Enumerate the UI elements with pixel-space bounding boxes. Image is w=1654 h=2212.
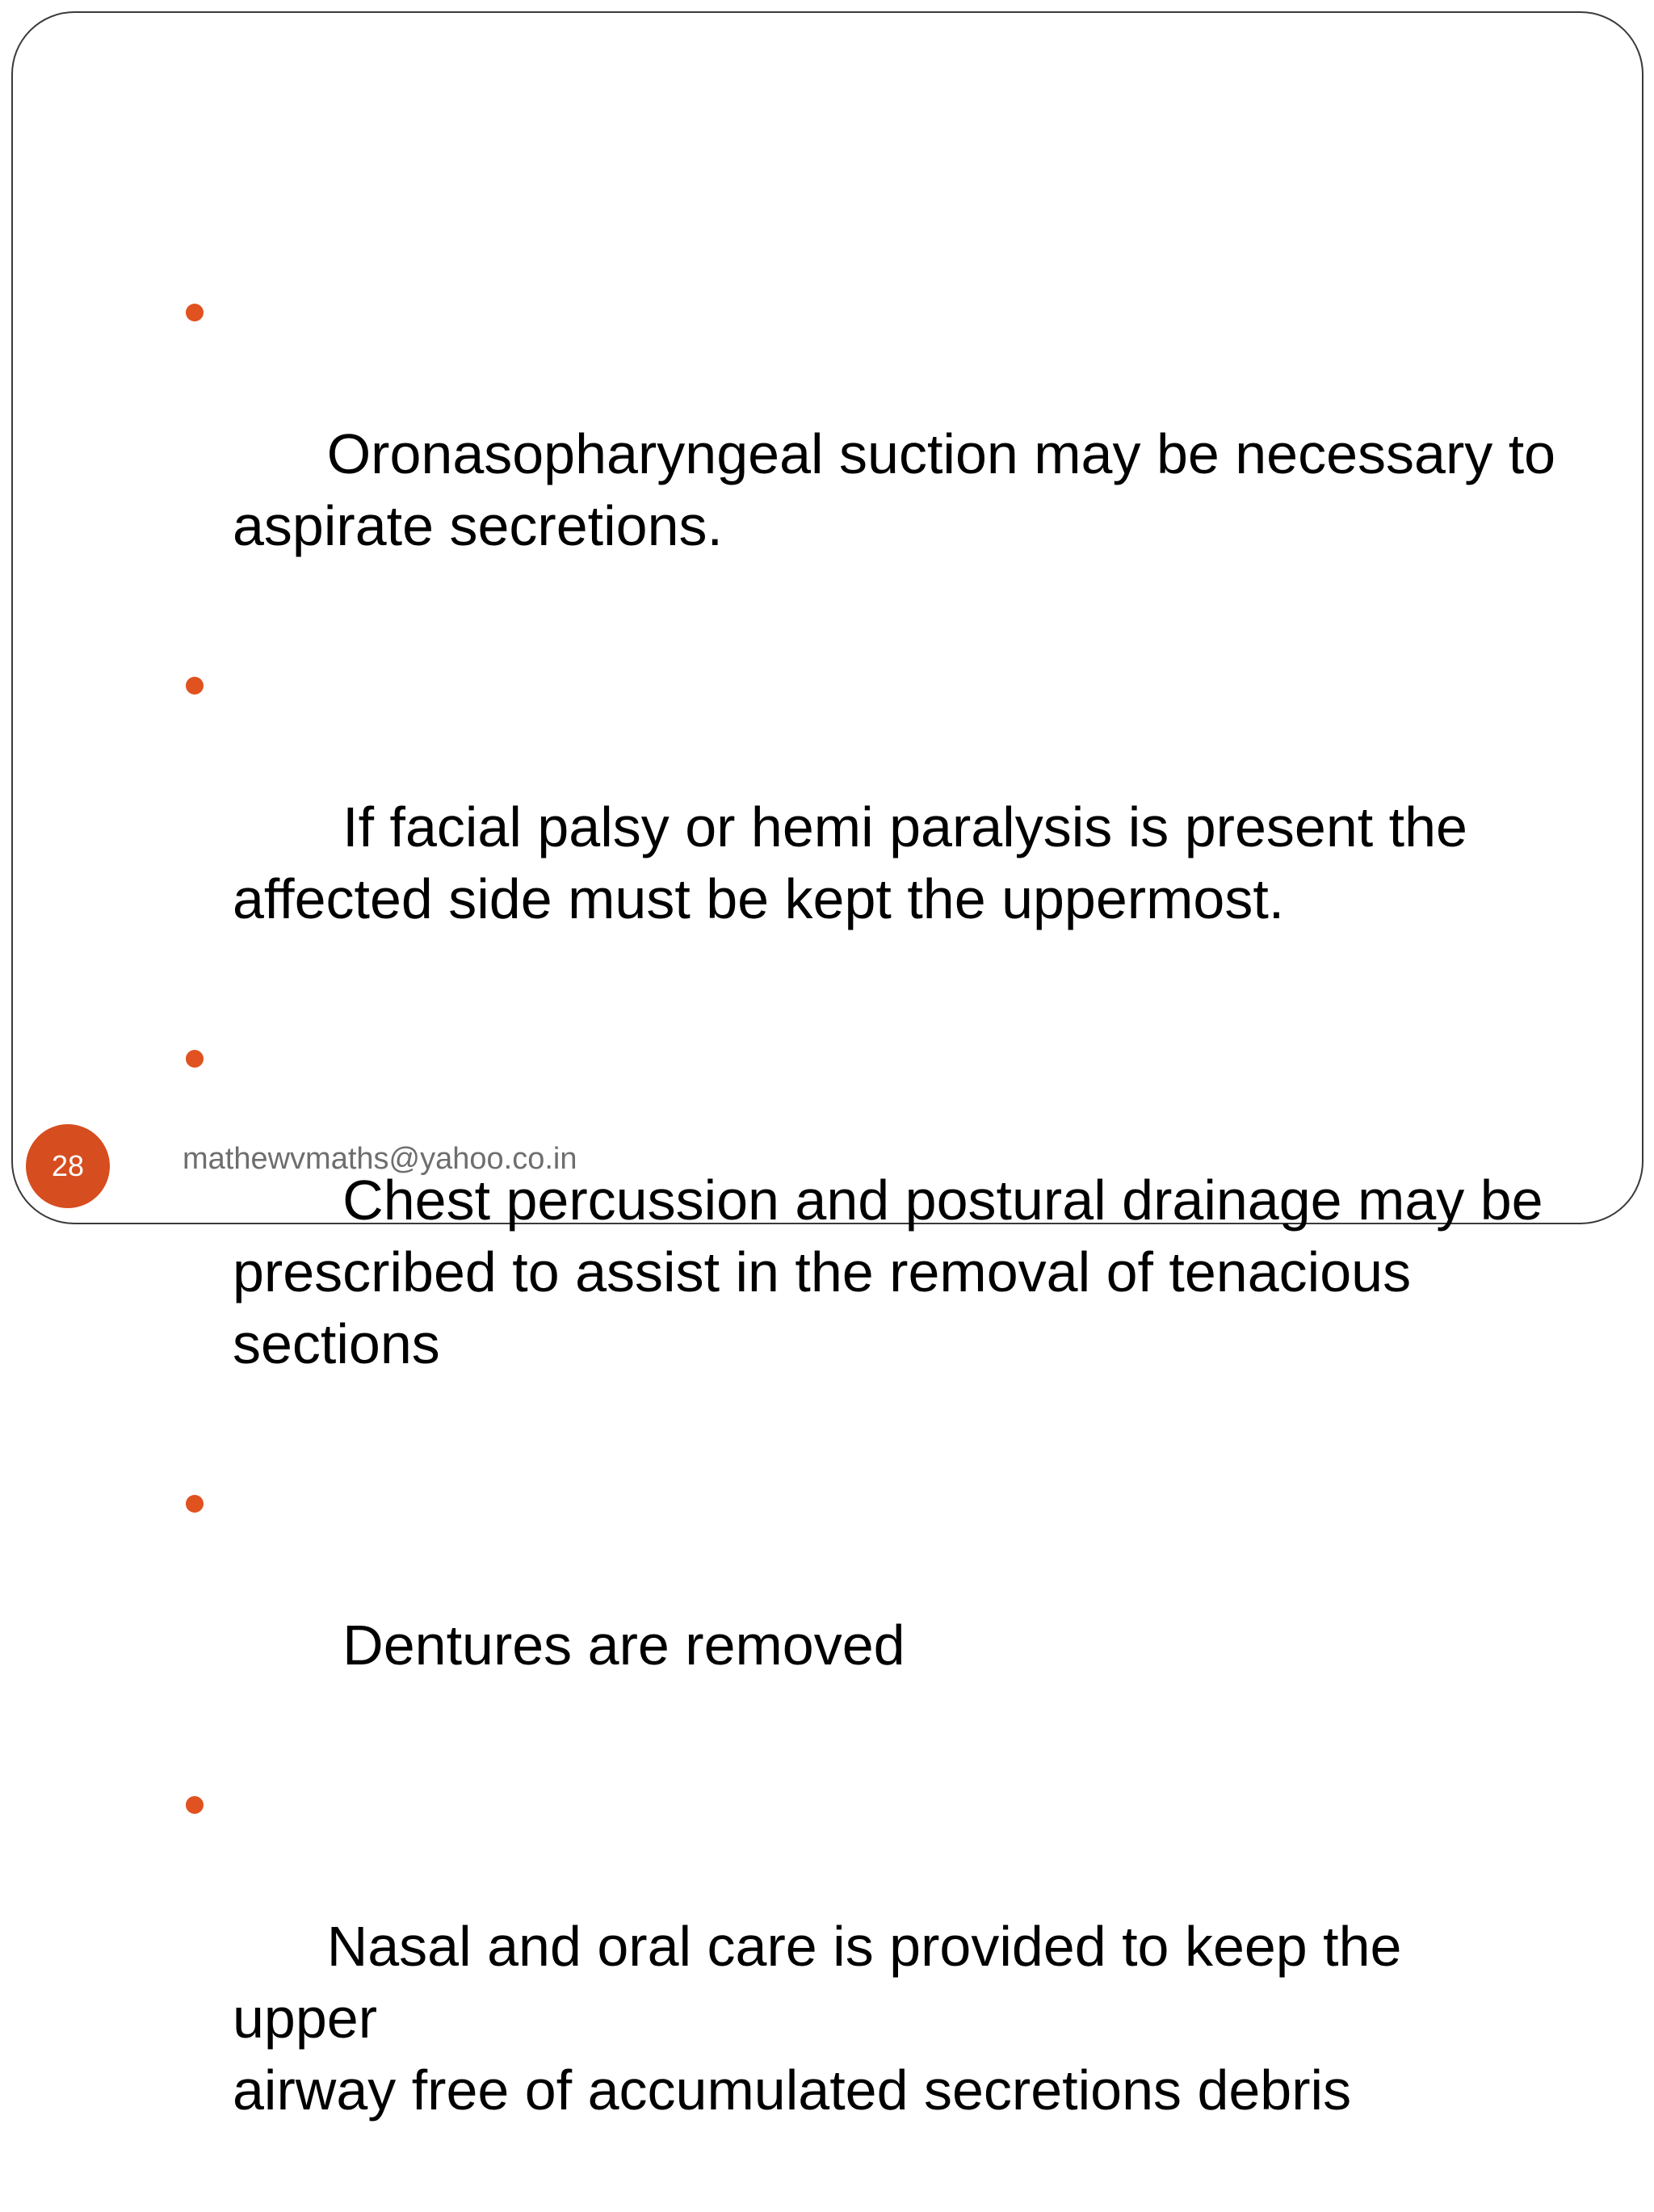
page-number: 28 xyxy=(51,1149,85,1182)
bullet-list xyxy=(186,275,1559,2212)
bullet-dot-icon xyxy=(186,677,204,695)
bullet-item xyxy=(186,275,1559,634)
bullet-item xyxy=(186,1767,1559,2198)
bullet-dot-icon xyxy=(186,1050,204,1068)
footer-email: mathewvmaths@yahoo.co.in xyxy=(183,1142,577,1176)
bullet-dot-icon xyxy=(186,1796,204,1814)
bullet-dot-icon xyxy=(186,304,204,321)
bullet-text: Nasal and oral care is provided to keep the upper airway free of accumulated secretions debris xyxy=(233,1915,1402,2122)
page-number-badge xyxy=(26,1124,110,1208)
bullet-item xyxy=(186,648,1559,1007)
bullet-text: Dentures are removed xyxy=(326,1614,905,1677)
bullet-item xyxy=(186,1021,1559,1452)
bullet-text: Oronasopharyngeal suction may be necessary to aspirate secretions. xyxy=(233,422,1556,557)
bullet-dot-icon xyxy=(186,1495,204,1513)
bullet-text: If facial palsy or hemi paralysis is present the affected side must be kept the uppermost. xyxy=(233,795,1467,930)
bullet-text: Chest percussion and postural drainage may be prescribed to assist in the removal of tenacious sections xyxy=(233,1169,1543,1375)
bullet-item xyxy=(186,1466,1559,1753)
